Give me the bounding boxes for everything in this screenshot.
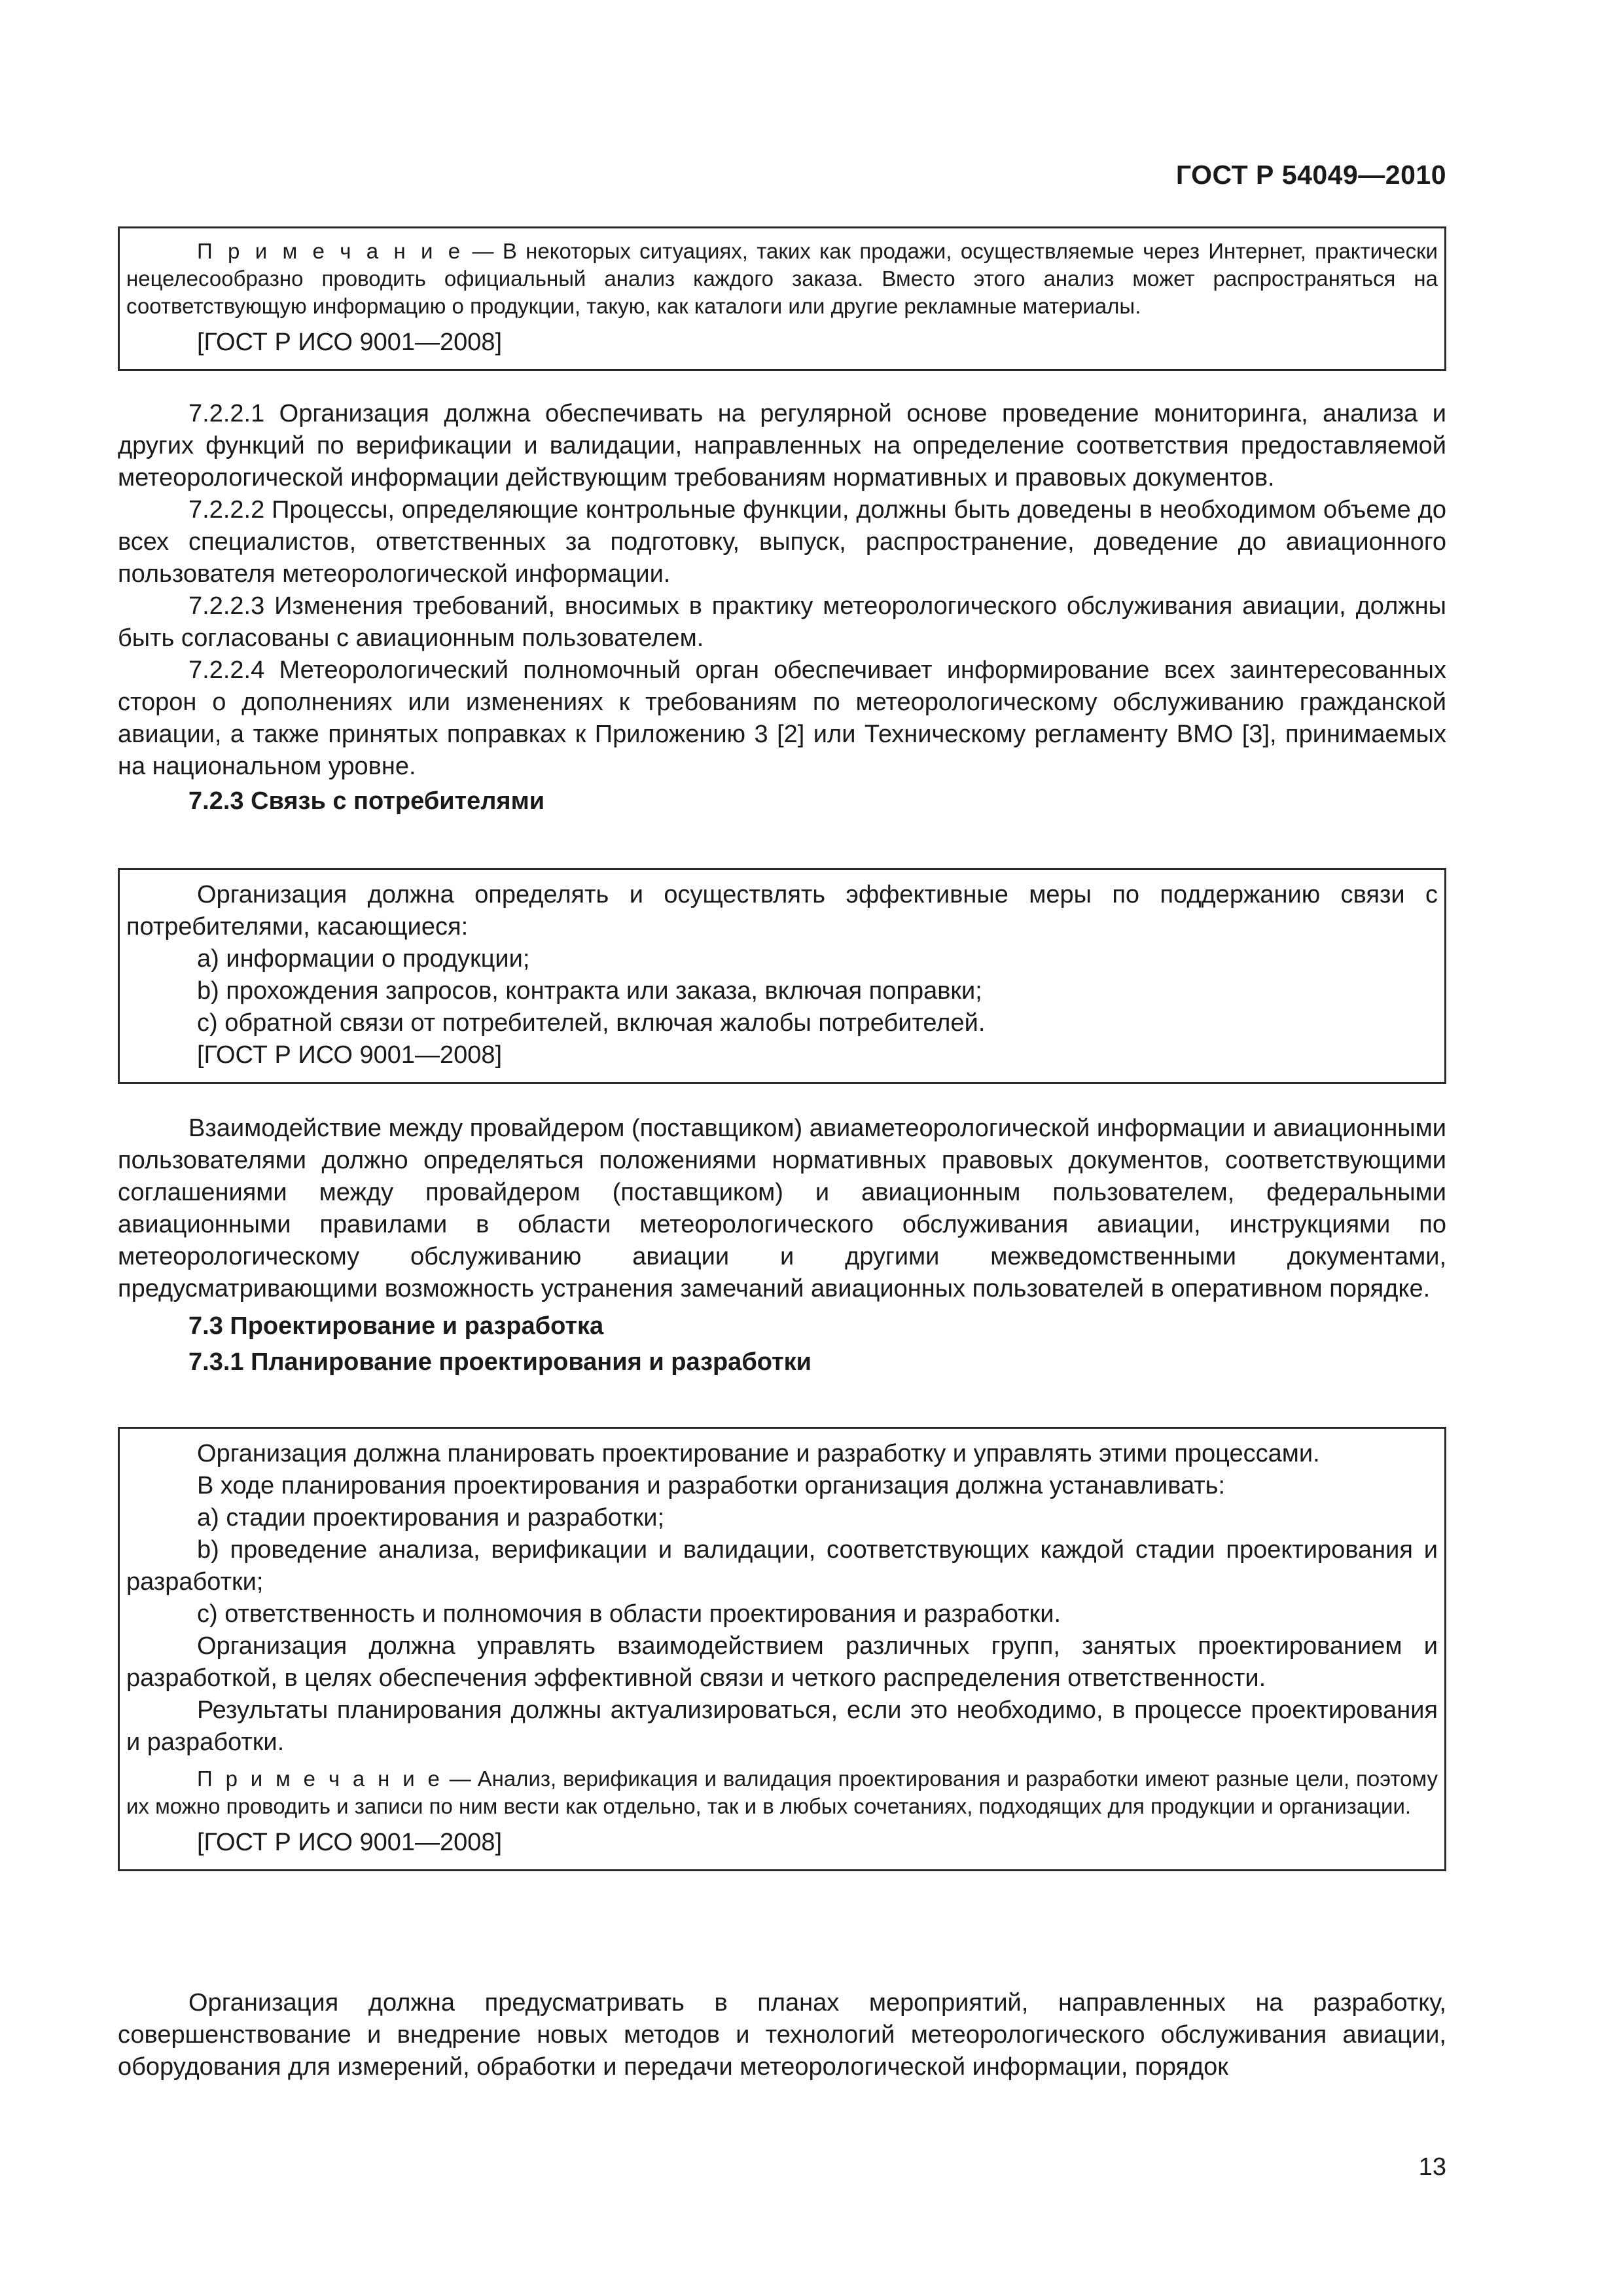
- note-paragraph: [126, 1765, 1438, 1820]
- section-heading: 7.2.3 Связь с потребителями: [188, 787, 545, 815]
- note-text: — В некоторых ситуациях, таких как продажи, осуществляемые через Интернет, практически нецелесообразно проводить официальный анализ каждого заказа. Вместо этого анализ может распространяться на соответствующую информацию о продукции, такую, как каталоги или другие рекламные материалы.: [126, 239, 1438, 318]
- note-text: — Анализ, верификация и валидация проектирования и разработки имеют разные цели, поэтому их можно проводить и записи по ним вести как отдельно, так и в любых сочетаниях, подходящих для продукции и организации.: [126, 1767, 1438, 1818]
- box-intro: Организация должна определять и осуществлять эффективные меры по поддержанию связи с потребителями, касающиеся:: [126, 881, 1438, 941]
- quote-box-note: [118, 226, 1446, 371]
- section-final: [118, 1987, 1446, 2083]
- paragraph: 7.2.2.2 Процессы, определяющие контрольные функции, должны быть доведены в необходимом объеме до всех специалистов, ответственных за подготовку, выпуск, распространение, доведение до авиационного пользователя метеорологической информации.: [118, 496, 1446, 588]
- list-item: b) прохождения запросов, контракта или заказа, включая поправки;: [197, 977, 982, 1005]
- reference: [ГОСТ Р ИСО 9001—2008]: [197, 1829, 503, 1856]
- box-paragraph: Результаты планирования должны актуализироваться, если это необходимо, в процессе проектирования и разработки.: [126, 1696, 1438, 1756]
- section-heading: 7.3.1 Планирование проектирования и разработки: [188, 1348, 812, 1376]
- paragraph: Взаимодействие между провайдером (поставщиком) авиаметеорологической информации и авиационными пользователями должно определяться положениями нормативных правовых документов, соответствующими соглашениями между провайдером (поставщиком) и авиационным пользователем, федеральными авиационными правилами в области метеорологического обслуживания авиации, инструкциями по метеорологическому обслуживанию авиации и другими межведомственными документами, предусматривающими возможность устранения замечаний авиационных пользователей в оперативном порядке.: [118, 1115, 1446, 1302]
- box-paragraph: Организация должна планировать проектирование и разработку и управлять этими процессами.: [197, 1440, 1320, 1467]
- document-page: [118, 0, 1446, 2296]
- list-item: a) информации о продукции;: [197, 945, 530, 973]
- list-item: c) ответственность и полномочия в области проектирования и разработки.: [197, 1600, 1061, 1628]
- note-paragraph: [126, 238, 1438, 320]
- document-code: ГОСТ Р 54049—2010: [1175, 160, 1446, 190]
- reference: [ГОСТ Р ИСО 9001—2008]: [197, 329, 503, 356]
- paragraph: 7.2.2.1 Организация должна обеспечивать на регулярной основе проведение мониторинга, анализа и других функций по верификации и валидации, направленных на определение соответствия предоставляемой метеорологической информации действующим требованиям нормативных и правовых документов.: [118, 400, 1446, 492]
- paragraph: Организация должна предусматривать в планах мероприятий, направленных на разработку, совершенствование и внедрение новых методов и технологий метеорологического обслуживания авиации, оборудования для измерений, обработки и передачи метеорологической информации, порядок: [118, 1989, 1446, 2081]
- section-7-2-2: [118, 398, 1446, 817]
- page-number: 13: [1418, 2153, 1446, 2181]
- list-item: a) стадии проектирования и разработки;: [197, 1504, 665, 1532]
- reference: [ГОСТ Р ИСО 9001—2008]: [197, 1041, 503, 1069]
- quote-box-communication: [118, 868, 1446, 1084]
- section-interaction: [118, 1113, 1446, 1378]
- section-heading: 7.3 Проектирование и разработка: [188, 1312, 604, 1340]
- list-item: b) проведение анализа, верификации и валидации, соответствующих каждой стадии проектирования и разработки;: [126, 1536, 1438, 1596]
- paragraph: 7.2.2.4 Метеорологический полномочный орган обеспечивает информирование всех заинтересованных сторон о дополнениях или изменениях к требованиям по метеорологическому обслуживанию гражданской авиации, а также принятых поправках к Приложению 3 [2] или Техническому регламенту ВМО [3], принимаемых на национальном уровне.: [118, 656, 1446, 780]
- note-label: П р и м е ч а н и е: [197, 239, 464, 263]
- list-item: c) обратной связи от потребителей, включая жалобы потребителей.: [197, 1009, 986, 1037]
- box-paragraph: В ходе планирования проектирования и разработки организация должна устанавливать:: [197, 1472, 1226, 1499]
- quote-box-planning: [118, 1427, 1446, 1871]
- paragraph: 7.2.2.3 Изменения требований, вносимых в практику метеорологического обслуживания авиации, должны быть согласованы с авиационным пользователем.: [118, 592, 1446, 652]
- box-paragraph: Организация должна управлять взаимодействием различных групп, занятых проектированием и разработкой, в целях обеспечения эффективной связи и четкого распределения ответственности.: [126, 1632, 1438, 1692]
- note-label: П р и м е ч а н и е: [197, 1767, 443, 1791]
